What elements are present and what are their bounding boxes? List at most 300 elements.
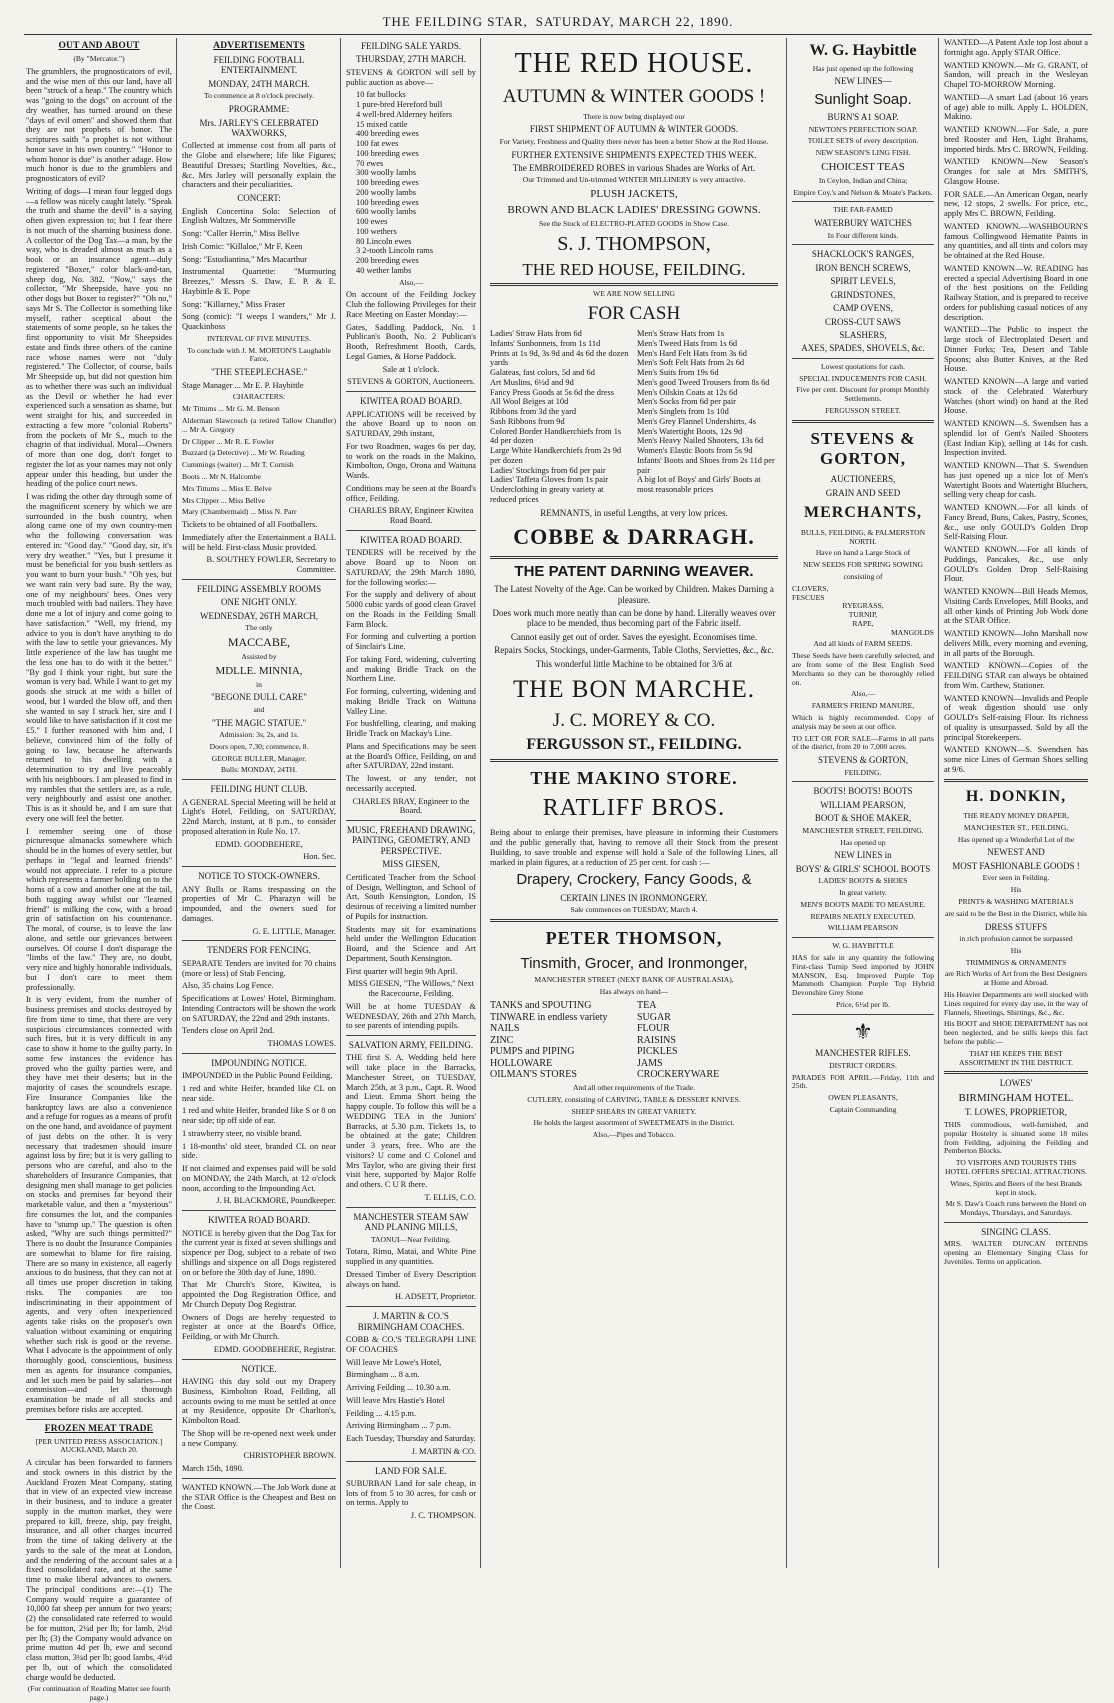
ad-text: Stage Manager ... Mr E. P. Haybittle <box>182 380 304 390</box>
timetable-row: Birmingham ... 8 a.m. <box>346 1370 420 1380</box>
ad-title: W. G. HAYBITTLE <box>832 941 894 951</box>
ad-text: Conditions may be seen at the Board's office, Feilding. <box>346 483 476 503</box>
ad-signature: J. H. BLACKMORE, Poundkeeper. <box>216 1196 336 1206</box>
list-item: SPIRIT LEVELS, <box>830 276 896 287</box>
list-item: 1 pure-bred Hereford bull <box>356 100 443 110</box>
ad-text: APPLICATIONS will be received by the above Board up to noon on SATURDAY, 29th instant, <box>346 409 476 439</box>
list-item: A big lot of Boys' and Girls' Boots at most reasonable prices <box>637 475 761 495</box>
list-item: Art Muslins, 6½d and 9d <box>490 377 574 387</box>
impound-item: 1 strawberry steer, no visible brand. <box>182 1128 302 1138</box>
ad-text: Sale commences on TUESDAY, March 4. <box>570 905 698 915</box>
ad-text: BROWN AND BLACK LADIES' DRESSING GOWNS. <box>507 203 761 216</box>
ad-text: GRAIN AND SEED <box>825 487 901 498</box>
divider <box>182 1210 336 1211</box>
ad-date: MONDAY, 24TH MARCH. <box>208 78 310 89</box>
ad-title: THE BON MARCHE. <box>512 676 756 704</box>
ad-text: consisting of <box>843 571 883 581</box>
list-item: Men's Grey Flannel Undershirts, 4s <box>637 416 756 426</box>
wanted-notice: WANTED KNOWN—That S. Swendsen has just opened up a nice lot of Men's Watertight Boots and Watertight Bluchers, selling very cheap for cash. <box>944 461 1088 500</box>
ad-signature: THOMAS LOWES. <box>267 1039 336 1048</box>
ad-text: T. LOWES, PROPRIETOR, <box>965 1107 1067 1118</box>
ad-text: Will leave Mrs Hastie's Hotel <box>346 1395 445 1405</box>
list-item: 100 breeding ewes <box>356 148 419 158</box>
tender-item: For bushfelling, clearing, and making Bridle Track on Mackay's Line. <box>346 719 476 739</box>
ad-text: Mr S. Daw's Coach runs between the Hotel on Mondays, Thursdays, and Saturdays. <box>945 1199 1087 1218</box>
list-item: Men's Oilskin Coats at 12s 6d <box>637 387 738 397</box>
ad-text: in rich profusion cannot be surpassed <box>959 933 1073 943</box>
ad-text: His BOOT and SHOE DEPARTMENT has not been neglected, and he stills keeps this fact before the public— <box>944 1019 1088 1046</box>
cast-item: Mary (Chambermaid) ... Miss N. Parr <box>182 507 297 517</box>
ad-text: MEN'S BOOTS MADE TO MEASURE. <box>800 899 926 909</box>
ad-text: REMNANTS, in useful Lengths, at very low prices. <box>540 507 728 518</box>
ad-title: SALVATION ARMY, FEILDING. <box>348 1040 474 1051</box>
ad-text: CERTAIN LINES IN IRONMONGERY. <box>560 892 708 903</box>
cast-item: Alderman Slawcosch (a retired Tallow Chandler) ... Mr A. Gregory <box>182 416 336 434</box>
ad-text: SEPARATE Tenders are invited for 70 chains (more or less) of Stab Fencing. <box>182 958 336 978</box>
ad-signature: H. ADSETT, Proprietor. <box>394 1292 476 1302</box>
ad-title: FERGUSSON ST., FEILDING. <box>526 736 742 754</box>
ad-text: If not claimed and expenses paid will be sold on MONDAY, the 24th March, at 12 o'clock noon, according to the Impounding Act. <box>182 1164 336 1193</box>
divider <box>346 530 476 531</box>
ad-subheading: "THE STEEPLECHASE." <box>210 367 308 378</box>
list-item: HOLLOWARE <box>490 1057 553 1069</box>
ad-text: MRS. WALTER DUNCAN INTENDS opening an Elementary Singing Class for Juveniles. Terms on application. <box>944 1239 1088 1266</box>
list-item: Men's Hard Felt Hats from 3s 6d <box>637 348 747 358</box>
column-rule <box>786 38 787 1568</box>
list-item: Ribbons from 3d the yard <box>490 407 577 417</box>
ad-text: THIS commodious, well-furnished, and popular Hostelry is situated some 18 miles from Feilding, adjoining the Feilding and Pemberton Blocks. <box>944 1119 1088 1156</box>
list-item: RYEGRASS, <box>842 601 884 611</box>
ad-text: BOYS' & GIRLS' SCHOOL BOOTS <box>795 863 931 874</box>
cast-item: Dr Clipper ... Mr R. E. Fowler <box>182 436 275 446</box>
ad-title: KIWITEA ROAD BOARD. <box>208 1215 310 1226</box>
wanted-notice: WANTED KNOWN.—Mr G. GRANT, of Sandon, will preach in the Wesleyan Chapel TO-MORROW Morning. <box>944 60 1088 89</box>
column-advertisements-1 <box>178 38 340 1568</box>
list-item: Ladies' Stockings from 6d per pair <box>490 465 606 475</box>
ad-text: For Variety, Freshness and Quality there never has been a better Show at the Red House. <box>499 136 769 146</box>
list-item: 80 Lincoln ewes <box>356 236 412 246</box>
list-item: 40 wether lambs <box>356 265 412 275</box>
programme-item: Song (comic): "I weeps I wanders," Mr J. Quackinboss <box>182 312 336 332</box>
ad-text: Five per cent. Discount for prompt Monthly Settlements. <box>796 385 930 404</box>
ad-title: H. DONKIN, <box>965 787 1067 805</box>
ad-text: And all kinds of FARM SEEDS. <box>813 639 913 649</box>
divider <box>490 283 778 286</box>
cast-item: Mr Tittums ... Mr G. M. Benson <box>182 404 280 414</box>
tender-item: For taking Ford, widening, culverting and making Bridle Track on the Northern Line. <box>346 654 476 684</box>
ad-text: BOOT & SHOE MAKER, <box>814 813 912 824</box>
list-item: 200 breeding ewes <box>356 256 419 266</box>
cast-item: Mrs Tittums ... Miss E. Belve <box>182 483 272 493</box>
ad-text: IMPOUNDED in the Public Pound Feilding, <box>182 1071 333 1081</box>
list-item: Ladies' Straw Hats from 6d <box>490 329 582 339</box>
ad-text: Tenders close on April 2nd. <box>182 1026 275 1036</box>
ad-text: Collected at immense cost from all parts of the Globe and elsewhere; life like Figures; Beautiful Dresses; Startling Novelties, &c., &c. Mrs Jarley will personally explain the characters and their peculiarities. <box>182 141 336 190</box>
ad-text: INTERVAL OF FIVE MINUTES. <box>206 333 312 343</box>
column-display-ads <box>482 38 786 1568</box>
wanted-notice: WANTED KNOWN—S. Swendsen has a splendid lot of Gent's Nailed Shooters (East Indian Kip), selling at 14s for cash. Inspection invited. <box>944 419 1088 458</box>
wanted-notice: WANTED KNOWN—Copies of the FEILDING STAR can always be obtained from Wm. Carthew, Stationer. <box>944 661 1088 690</box>
ad-signature: B. SOUTHEY FOWLER, Secretary to Committee. <box>206 555 336 575</box>
cast-item: Cummings (waiter) ... Mr T. Cornish <box>182 460 294 470</box>
programme-item: Song: "Estudiantina," Mrs Macarthur <box>182 254 307 264</box>
article-heading: OUT AND ABOUT <box>58 41 140 51</box>
ad-title: MUSIC, FREEHAND DRAWING, PAINTING, GEOMETRY, AND PERSPECTIVE. <box>346 825 476 856</box>
ad-text: MOST FASHIONABLE GOODS ! <box>952 860 1080 871</box>
ad-text: Students may sit for examinations held under the Wellington Education Board, and the Science and Art Department, South Kensington. <box>346 924 476 963</box>
divider <box>182 866 336 867</box>
ad-text: In Four different kinds. <box>827 230 899 240</box>
ad-text: LADIES' BOOTS & SHOES <box>818 876 908 886</box>
dateline: [PER UNITED PRESS ASSOCIATION.] AUCKLAND, March 20. <box>35 1436 163 1455</box>
ad-subheading: CHARACTERS: <box>232 392 286 402</box>
ad-text: These Seeds have been carefully selected, and are from some of the Best English Seed Merchants so they can be thoroughly relied on. <box>792 651 934 687</box>
list-item: Prints at 1s 9d, 3s 9d and 4s 6d the dozen yards <box>490 348 629 368</box>
list-item: CAMP OVENS, <box>833 303 893 314</box>
ad-text: The EMBROIDERED ROBES in various Shades are Works of Art. <box>512 162 756 173</box>
ad-headline: AUTUMN & WINTER GOODS ! <box>502 86 766 108</box>
ad-text: The only <box>245 623 273 633</box>
divider <box>182 579 336 580</box>
ad-signature: STEVENS & GORTON, Auctioneers. <box>347 377 475 387</box>
list-item: 100 breeding ewes <box>356 197 419 207</box>
wanted-notice: WANTED KNOWN.—For Sale, a pure bred Rooster and Hen, Light Brahams, imported birds. Mrs C. BROWN, Feilding. <box>944 125 1089 154</box>
list-item: Men's Heavy Nailed Shooters, 13s 6d <box>637 436 764 446</box>
ad-text: Has opened up a Wonderful Lot of the <box>957 834 1075 844</box>
list-item: TEA <box>637 999 657 1011</box>
list-item: Fancy Press Goods at 5s 6d the dress <box>490 387 614 397</box>
ad-signature: EDMD. GOODBEHERE, Registrar. <box>213 1344 336 1354</box>
list-item: FLOUR <box>637 1023 670 1035</box>
ad-date: March 15th, 1890. <box>182 1464 244 1474</box>
ad-text: AUCTIONEERS, <box>830 474 896 485</box>
ad-title: THE RED HOUSE. <box>514 48 754 79</box>
list-item: Men's Suits from 19s 6d <box>637 368 719 378</box>
byline: (By "Mercator.") <box>73 54 125 64</box>
ad-title: FEILDING HUNT CLUB. <box>210 784 308 795</box>
list-item: Men's Socks from 6d per pair <box>637 397 736 407</box>
list-item: Men's Soft Felt Hats from 2s 6d <box>637 358 745 368</box>
list-item: RAISINS <box>637 1034 676 1046</box>
ad-text: Has always on hand— <box>599 987 669 997</box>
ad-text: NEWEST AND <box>987 847 1045 858</box>
performer-name: MDLLE. MINNIA, <box>215 664 303 677</box>
divider <box>182 779 336 780</box>
list-item: Men's Watertight Boots, 12s 9d <box>637 426 743 436</box>
ad-headline: FOR CASH <box>587 303 681 325</box>
wanted-notice: WANTED KNOWN—S. Swendsen has some nice Lines of German Shoes selling at 9/6. <box>944 745 1088 774</box>
goods-list <box>490 1000 778 1081</box>
ad-text: SUBURBAN Land for sale cheap, in lots of from 5 to 30 acres, for cash or on terms. Apply to <box>346 1478 476 1508</box>
wanted-notice: WANTED—The Public to inspect the large stock of Electroplated Desert and Dinner Forks; Tea, Desert and Table Spoons; also Butter Knives, at the Red House. <box>944 325 1088 374</box>
performer-name: MACCABE, <box>227 635 291 650</box>
list-item: 200 woolly lambs <box>356 187 417 197</box>
ad-text: He holds the largest assortment of SWEETMEATS in the District. <box>533 1118 735 1128</box>
divider <box>792 1014 934 1015</box>
ad-signature: STEVENS & GORTON, <box>817 755 909 766</box>
divider <box>26 1419 172 1420</box>
ad-title: MANCHESTER RIFLES. <box>815 1048 911 1059</box>
ad-title: RATLIFF BROS. <box>542 794 726 821</box>
programme-item: Song: "Caller Herrin," Miss Bellve <box>182 229 300 239</box>
ad-signature: J. MARTIN & CO. <box>411 1446 476 1456</box>
ad-text: ONE NIGHT ONLY. <box>220 597 297 608</box>
ad-text: HAVING this day sold out my Drapery Business, Kimbolton Road, Feilding, all accounts owing to me must be settled at once at my Residence, opposite Dr Charlton's, Kimbolton Road. <box>182 1377 336 1426</box>
column-out-and-about <box>22 38 176 1703</box>
ad-text: TRIMMINGS & ORNAMENTS <box>965 957 1067 967</box>
ad-text: This wonderful little Machine to be obtained for 3/6 at <box>535 658 733 669</box>
ad-signature: OWEN PLEASANTS, <box>828 1093 898 1103</box>
ad-subheading: CONCERT: <box>237 193 281 204</box>
ad-title: SINGING CLASS. <box>981 1226 1051 1237</box>
ad-text: FARMER'S FRIEND MANURE, <box>811 701 915 711</box>
ad-title: NOTICE. <box>241 1363 277 1374</box>
list-item: OILMAN'S STORES <box>490 1069 577 1081</box>
ad-signature: GEORGE BULLER, Manager. <box>211 753 307 763</box>
wanted-notice: WANTED KNOWN—Invalids and People of weak digestion should use only GOULD's Self-raising Flour. Its richness of quality is unsurpassed. Sold by all the principal Storekeepers. <box>944 693 1088 742</box>
ad-text: Sale at 1 o'clock. <box>382 364 440 374</box>
ad-signature: MISS GIESEN, "The Willows," Next the Racecourse, Feilding. <box>348 979 474 999</box>
divider <box>182 1053 336 1054</box>
ad-title: LOWES' <box>999 1078 1033 1089</box>
goods-list-grocery <box>637 1000 778 1081</box>
list-item: CLOVERS, <box>792 583 829 593</box>
list-item: All Wool Beiges at 10d <box>490 397 569 407</box>
ad-title: WILLIAM PEARSON, <box>820 799 906 810</box>
divider <box>490 556 778 559</box>
ad-text: Also,—Pipes and Tobacco. <box>592 1130 676 1140</box>
divider <box>182 1359 336 1360</box>
price-list-men <box>637 329 778 505</box>
list-item: SHACKLOCK'S RANGES, <box>811 249 915 260</box>
ad-text: There is now being displayed our <box>583 111 685 121</box>
divider <box>944 1071 1088 1074</box>
ad-text: MANCHESTER STREET (NEXT BANK OF AUSTRALASIA), <box>534 975 734 985</box>
ad-title: FEILDING FOOTBALL ENTERTAINMENT. <box>213 55 305 76</box>
continuation-note: (For continuation of Reading Matter see fourth page.) <box>27 1684 171 1703</box>
ad-text: PLUSH JACKETS, <box>590 188 678 201</box>
ad-title: KIWITEA ROAD BOARD. <box>360 396 462 407</box>
list-item: 400 breeding ewes <box>356 129 419 139</box>
column-display-ads-2 <box>788 38 938 1568</box>
list-item: Men's Tweed Hats from 1s 6d <box>637 338 738 348</box>
ad-text: in <box>256 679 262 689</box>
divider <box>792 244 934 245</box>
ad-text: DISTRICT ORDERS. <box>829 1060 897 1070</box>
ad-text: TAONUI—Near Feilding. <box>371 1234 451 1244</box>
cast-item: Buzzard (a Detective) ... Mr W. Reading <box>182 448 305 458</box>
ad-text: are Rich Works of Art from the Best Designers at Home and Abroad. <box>944 969 1088 988</box>
ad-text: and <box>253 704 265 714</box>
impound-item: 1 red and white Heifer, branded like CL on near side. <box>182 1083 336 1103</box>
programme-item: Irish Comic: "Killaloe," Mr F. Keen <box>182 241 303 251</box>
programme-item: Instrumental Quartette: "Murmuring Breezes," Messrs S. Daw, E. P. & E. Haybittle & E. Pope <box>182 267 336 296</box>
list-item: CROCKERYWARE <box>637 1069 720 1081</box>
ad-text: PRINTS & WASHING MATERIALS <box>958 896 1074 906</box>
ad-signature: CHRISTOPHER BROWN. <box>243 1451 336 1461</box>
list-item: TANKS and SPOUTING <box>490 999 592 1011</box>
list-item: NAILS <box>490 1023 520 1035</box>
wanted-notice: WANTED KNOWN—New Season's Oranges for sale at Mrs SMITH'S, Glasgow House. <box>944 157 1088 186</box>
divider <box>792 358 934 359</box>
list-item: PUMPS and PIPING <box>490 1046 575 1058</box>
ad-text: The Latest Novelty of the Age. Can be worked by Children. Makes Darning a pleasure. <box>494 584 774 605</box>
ad-title: NOTICE TO STOCK-OWNERS. <box>198 871 320 882</box>
ad-text: NEW LINES in <box>834 850 892 861</box>
ad-text: THE READY MONEY DRAPER, <box>963 811 1069 821</box>
ad-text: Will leave Mr Lowe's Hotel, <box>346 1357 442 1367</box>
divider <box>346 1306 476 1307</box>
ad-title: MANCHESTER STEAM SAW AND PLANING MILLS, <box>353 1211 469 1233</box>
article-heading: FROZEN MEAT TRADE <box>44 1423 154 1434</box>
article-paragraph: The grumblers, the prognosticators of evil, and the wise men of this our land, have all been "struck of a heap." The country which was "going to the dogs" on account of the dry weather, has turned around on these "days of evil omen" and showed them that they are not prophets of honor. The scriptures saith "a prophet is not without honor save in his own country." "Honor to whom honor is due" is another adage. How much honor is due to the grumblers and prognosticators of evil? <box>26 66 172 184</box>
ad-text: TO LET OR FOR SALE—Farms in all parts of the district, from 20 to 7,000 acres. <box>792 733 934 752</box>
cast-item: Boots ... Mr N. Halcombe <box>182 472 261 482</box>
ad-text: PARADES FOR APRIL.—Friday, 11th and 25th. <box>792 1072 934 1091</box>
ad-text: FERGUSSON STREET. <box>825 406 901 416</box>
ad-text: REPAIRS NEATLY EXECUTED. <box>810 911 916 921</box>
list-item: SLASHERS, <box>839 330 887 340</box>
ad-title: KIWITEA ROAD BOARD. <box>360 534 462 545</box>
ad-text: are said to be the Best in the District, while his <box>945 908 1087 918</box>
ad-text: That Mr Church's Store, Kiwitea, is appointed the Dog Registration Office, and Mr Church Deputy Dog Registrar. <box>182 1280 336 1309</box>
list-item: GRINDSTONES, <box>830 289 896 300</box>
wanted-notice: WANTED KNOWN—A large and varied stock of the Celebrated Waterbury Watches (short wind) on hand at the Red House. <box>944 377 1088 416</box>
list-item: Underclothing in greaty variety at reduced prices <box>490 485 604 504</box>
ad-title: W. G. Haybittle <box>809 42 917 59</box>
ad-text: See the Stock of ELECTRO-PLATED GOODS in Show Case. <box>538 218 730 228</box>
ad-text: Empire Coy.'s and Nelson & Moate's Packets. <box>793 187 933 197</box>
list-item: TURNIP, <box>848 610 878 620</box>
ad-text: His <box>1010 945 1022 955</box>
ad-text: Cannot easily get out of order. Saves the eyesight. Economises time. <box>510 631 758 642</box>
list-item: ZINC <box>490 1034 514 1046</box>
programme-item: English Concertina Solo: Selection of English Waltzes, Mr Sommerville <box>182 206 336 226</box>
ad-text: FEILDING. <box>844 767 882 777</box>
impound-item: 1 red and white Heifer, branded like S or 8 on near side; tip off side of ear. <box>182 1106 336 1126</box>
ad-text: TOILET SETS of every description. <box>807 136 919 146</box>
ad-text: Has opened up <box>840 837 886 847</box>
ad-date: THURSDAY, 27TH MARCH. <box>355 54 467 65</box>
divider <box>346 1035 476 1036</box>
ad-text: Totara, Rimu, Matai, and White Pine supplied in any quantities. <box>346 1247 476 1267</box>
ad-headline: MERCHANTS, <box>803 504 922 522</box>
ad-text: In great variety. <box>839 888 887 898</box>
ad-date: WEDNESDAY, 26TH MARCH, <box>199 610 318 621</box>
ad-headline: Tinsmith, Grocer, and Ironmonger, <box>520 954 748 972</box>
ad-text: His <box>1010 885 1022 895</box>
list-item: CROSS-CUT SAWS <box>825 316 901 327</box>
ad-text: Plans and Specifications may be seen at the Board's Office, Feilding, on and after SATURDAY, 22nd instant. <box>346 741 476 771</box>
column-rule <box>176 38 177 1568</box>
masthead-date: SATURDAY, MARCH 22, 1890. <box>535 14 734 30</box>
list-item: Colored Border Handkerchiefs from 1s 4d per dozen <box>490 426 622 446</box>
list-item: 100 breeding ewes <box>356 178 419 188</box>
ad-text: NEWTON'S PERFECTION SOAP. <box>808 124 918 134</box>
ad-text: Doors open, 7.30; commence, 8. <box>209 741 309 751</box>
ad-text: Gates, Saddling Paddock, No. 1 Publican's Booth, No. 2 Publican's Booth, Refreshment Booth, Cards, Legal Games, & Horse Paddock. <box>346 322 476 361</box>
list-item: 100 fat ewes <box>356 139 399 149</box>
ad-text: THE first S. A. Wedding held here will take place in the Barracks, Manchester Street, on TUESDAY, March 25th, at 3 p.m., Capt. R. Wood and Lieut. Emma Short being the happy couple. To follow this will be a WEDDING TEA in the Juniors' Barracks, at 5.30 p.m. Tickets 1s, to be obtained at the gate; Children under 3 years, free. Who are the visitors? U come and C Colonel and Mrs Taylor, who are giving their first visit here, supported by Major Rolfe and others. C U R there. <box>346 1053 476 1190</box>
ad-text: NEW SEEDS FOR SPRING SOWING <box>802 560 924 570</box>
article-paragraph: It is very evident, from the number of business premises and stocks destroyed by fire from time to time, that there are very suspicious circumstances connected with such fires, but it is very difficult in any case to show it home to the guilty party. In some few instances the evidence has proved who the guilty parties were, and they have met their deserts; but in the majority of cases the scoundrels escape. Fire Insurance Companies like the bankruptcy laws are also a convenience and a refuge for rogues as a means of profit on the one hand, and avoidance of payment of just debts on the other. It is very necessary that tradesmen should insure against loss by fire; but it is very galling to persons who are careful, and also to the shareholders of Insurance Companies, that designing men shall manage to get policies on stocks and premises far beyond their marketable value, and then a "mysterious" fire consumes the lot, and the companies have to "stump up." The question is often asked, "Why are such things permitted?" There is no doubt the Insurance Companies are somewhat to blame for fire raising. There are so many in existence, all eagerly anxious to do business, that they can not at all times use proper discretion in taking risks. The companies are too indiscriminating in their appointment of agents, and very often inexperienced agents take risks on the proposer's own valuation without examining or enquiring whether such risk is good or the reverse. What I advocate is the appointment of only thoroughly good, conscientious, business men as agents for insurance companies, and let such men be paid by salaries—not commission—and let thorough examination be made of all stocks and premises before risks are accepted. <box>26 995 172 1414</box>
ad-text: Have on hand a Large Stock of <box>815 548 911 558</box>
list-item: Galateas, fast colors, 5d and 6d <box>490 368 595 378</box>
ad-text: WATERBURY WATCHES <box>814 218 912 229</box>
list-item: PICKLES <box>637 1046 678 1058</box>
ad-text: CUTLERY, consisting of CARVING, TABLE & DESSERT KNIVES. <box>527 1094 741 1104</box>
ad-text: BULLS, FEILDING, & PALMERSTON NORTH. <box>800 527 926 546</box>
ad-text: Owners of Dogs are hereby requested to register at once at the Board's Office, Feilding, or with Mr Church. <box>182 1312 336 1342</box>
ad-text: MANCHESTER ST., FEILDING, <box>963 822 1069 832</box>
list-item: Large White Handkerchiefs from 2s 9d per dozen <box>490 446 622 465</box>
article-paragraph: A circular has been forwarded to farmers and stock owners in this district by the Auckland Frozen Meat Company, stating that in view of an expected view increase in their business, and to induce a greater supply in the mutton market, they were prepared to kill, freeze, ship, pay freight, insurance, and all other charges incurred from the time of taking delivery at the yards to the sale of the meat at London, and the rendering of the account sales at a fixed consolidated rate, and at the same time to make liberal advances to owners. The principal conditions are:—(1) The Company would require a guarantee of 10,000 fat sheep per annum for two years; (2) the consolidated rate referred to would be for mutton, 2¼d per lb; for lamb, 2½d per lb; (3) the Company would advance on prime mutton 4d per lb, ewe and second class mutton, 3¼d per lb; good lambs, 4½d per lb, out of which the consolidated charge would be deducted. <box>26 1458 172 1682</box>
ad-signature: EDMD. GOODBEHERE, <box>215 839 303 849</box>
ad-subheading: PROGRAMME: <box>228 104 290 115</box>
divider <box>792 937 934 938</box>
wanted-notice: WANTED KNOWN—John Marshall now delivers Milk, every morning and evening, in all parts of the Borough. <box>944 629 1088 658</box>
price-list <box>490 329 778 505</box>
divider <box>346 1207 476 1208</box>
royal-crest-icon: ⚜ <box>853 1018 873 1044</box>
divider <box>182 1478 336 1479</box>
list-item: 100 wethers <box>356 226 397 236</box>
ad-text: A GENERAL Special Meeting will be held at Light's Hotel, Feilding, on SATURDAY, 22nd March, instant, at 8 p.m., to consider proposed alteration in Rule No. 17. <box>182 797 336 836</box>
ad-text: Immediately after the Entertainment a BALL will be held. First-class Music provided. <box>182 532 336 552</box>
wanted-notice: WANTED—A smart Lad (about 16 years of age) able to milk. Apply L. HOLDEN, Makino. <box>944 92 1088 122</box>
ad-subheading: Mrs. JARLEY'S CELEBRATED WAXWORKS, <box>199 117 319 138</box>
ad-text: ANY Bulls or Rams trespassing on the properties of Mr C. Pharazyn will be impounded, and the owners sued for damages. <box>182 884 336 923</box>
ad-text: Has just opened up the following <box>812 63 914 73</box>
timetable-row: Arriving Feilding ... 10.30 a.m. <box>346 1383 451 1393</box>
list-item: AXES, SPADES, SHOVELS, &c. <box>801 343 925 354</box>
ad-text: WANTED KNOWN.—The Job Work done at the STAR Office is the Cheapest and Best on the Coast. <box>182 1482 336 1512</box>
ad-title: IMPOUNDING NOTICE. <box>211 1057 307 1068</box>
ad-text: TO VISITORS AND TOURISTS THIS HOTEL OFFERS SPECIAL ATTRACTIONS. <box>944 1158 1088 1176</box>
ad-text: Assisted by <box>241 651 277 661</box>
divider <box>346 1461 476 1462</box>
list-item: IRON BENCH SCREWS, <box>815 262 911 273</box>
ad-text: In Ceylon, Indian and China; <box>818 175 908 185</box>
wanted-notice: WANTED KNOWN—Bill Heads Memos, Visiting Cards Envelopes, Mill Books, and all other kinds of Printing Job Work done at the STAR Office. <box>944 587 1088 626</box>
list-item: 15 mixed cattle <box>356 119 408 129</box>
wanted-notice: WANTED KNOWN—W. READING has erected a special Advertising Board in one of the best positions on the Feilding Railway Station, and is prepared to receive orders for publishing casual notices of any description. <box>944 263 1088 322</box>
ad-headline: Sunlight Soap. <box>814 90 912 108</box>
ad-text: The lowest, or any tender, not necessarily accepted. <box>346 774 476 793</box>
ad-text: Each Tuesday, Thursday and Saturday. <box>346 1434 476 1444</box>
ad-signature: G. E. LITTLE, Manager. <box>252 926 336 936</box>
stock-list <box>346 90 476 275</box>
tender-item: For the supply and delivery of about 5000 cubic yards of good clean Gravel on the Roads in the Feilding Small Farm Block. <box>346 590 476 629</box>
ad-text: COBB & CO.'S TELEGRAPH LINE OF COACHES <box>346 1335 476 1354</box>
show-title: "THE MAGIC STATUE." <box>211 717 307 728</box>
ad-text: Ever seen in Feilding. <box>982 873 1050 883</box>
ad-text: Repairs Socks, Stockings, under-Garments, Table Cloths, Serviettes, &c., &c. <box>494 645 774 656</box>
cast-item: Mrs Clipper ... Miss Bellve <box>182 495 265 505</box>
ad-signature: J. C. THOMPSON. <box>410 1511 476 1521</box>
list-item: Infants' Boots and Shoes from 2s 11d per pair <box>637 455 775 475</box>
article-paragraph: I was riding the other day through some of the magnificent scenery by which we are surrounded in the bush country, when along came one of my own country-men who the following conversation was entered in: "Good day." "Good day, sir, it's very dry weather." "Yes, but I presume it must be beneficial for you bush settlers as you want to burn your bush." "Oh yes, but we want rain very bad sure. By the way, one of my neighbours' bees. Ones very much troubled with bad nailers. They have done me a lot of injury and come going to have satisfaction." "Well, my friend, my advice to you is don't have anything to do with the law to settle your grievances. My little experience of the law has taught me the less one has to do with it the better." "By god I think your right, but sure the woman is very bad. While I want to get my goods she struck at me with a billet of wood, but I warded the blow off, and then she wanted to say I struck her, sire and I would like to have satisfaction if it cost me £5." I further reasoned with him and, I believe, convinced him of the folly of going to law, because he afterwards returned to his dwelling with a determination to try and live peaceably with his neighbours. I am pleased to find in my rambles that the settlers are, as a rule, very neighbourly and assist one another. This is as it should be, and I am sure that every one will feel the better. <box>26 492 172 823</box>
wanted-notice: WANTED KNOWN.—WASHBOURN'S famous Collingwood Hematite Paints in any quantities, and all tints and colors may be obtained at the Red House. <box>944 221 1088 260</box>
ad-text: NEW SEASON'S LING FISH. <box>815 148 911 158</box>
list-item: Men's Singlets from 1s 10d <box>637 407 729 417</box>
list-item: 100 ewes <box>356 217 388 227</box>
divider <box>944 779 1088 782</box>
ad-text: THE FAR-FAMED <box>833 205 893 215</box>
divider <box>490 759 778 762</box>
ad-title: LAND FOR SALE. <box>375 1465 447 1476</box>
ad-text: Also,— <box>399 277 423 287</box>
